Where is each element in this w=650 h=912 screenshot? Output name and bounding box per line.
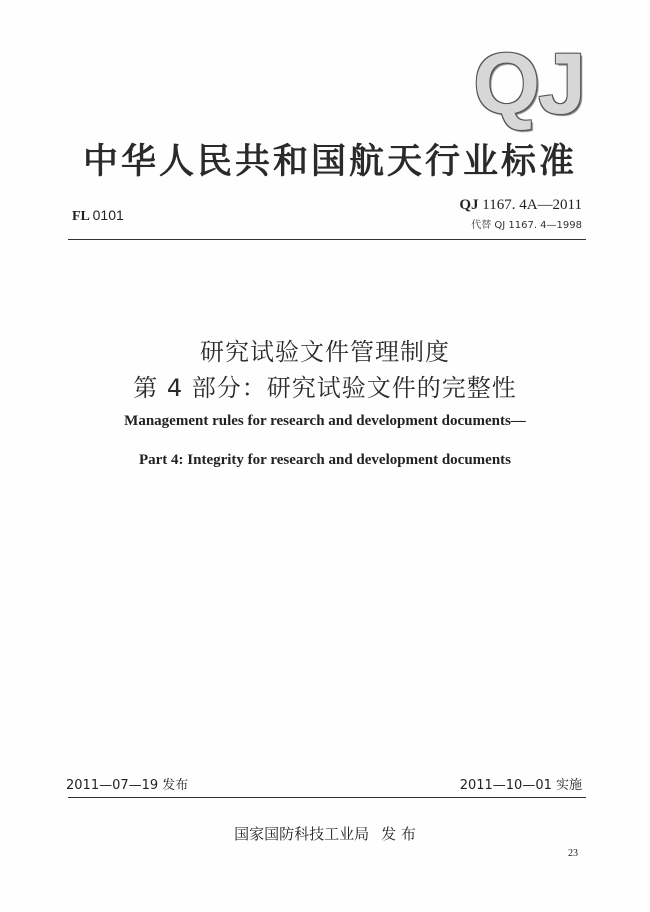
publisher-line: [0, 823, 650, 844]
qj-logo: [473, 36, 584, 132]
classification-number: [72, 207, 124, 225]
top-divider: [68, 239, 586, 240]
publisher-name: 国家国防科技工业局: [234, 825, 370, 843]
standard-number-prefix: QJ: [459, 197, 479, 213]
qj-logo-text: QJ: [473, 36, 584, 132]
standard-number: [459, 197, 582, 214]
english-title-line-1: Management rules for research and development documents—: [124, 413, 526, 429]
classification-code: 0101: [92, 207, 124, 223]
english-title-line-2: Part 4: Integrity for research and development documents: [138, 452, 512, 468]
replaces-standard: 代替 QJ 1167. 4—1998: [471, 220, 582, 231]
page-number: 23: [568, 848, 578, 859]
chinese-title-line-2: 第 4 部分：研究试验文件的完整性: [133, 374, 517, 402]
standard-category-title: 中华人民共和国航天行业标准: [82, 142, 577, 182]
issue-date: 2011—07—19 发布: [66, 778, 189, 793]
classification-label: FL: [72, 209, 90, 224]
publish-word: 发 布: [381, 825, 416, 843]
implementation-date: 2011—10—01 实施: [459, 778, 582, 793]
chinese-title-line-1: 研究试验文件管理制度: [200, 338, 450, 366]
bottom-divider: [68, 797, 586, 798]
standard-number-block: [459, 197, 582, 231]
standard-number-value: 1167. 4A—2011: [482, 197, 582, 213]
